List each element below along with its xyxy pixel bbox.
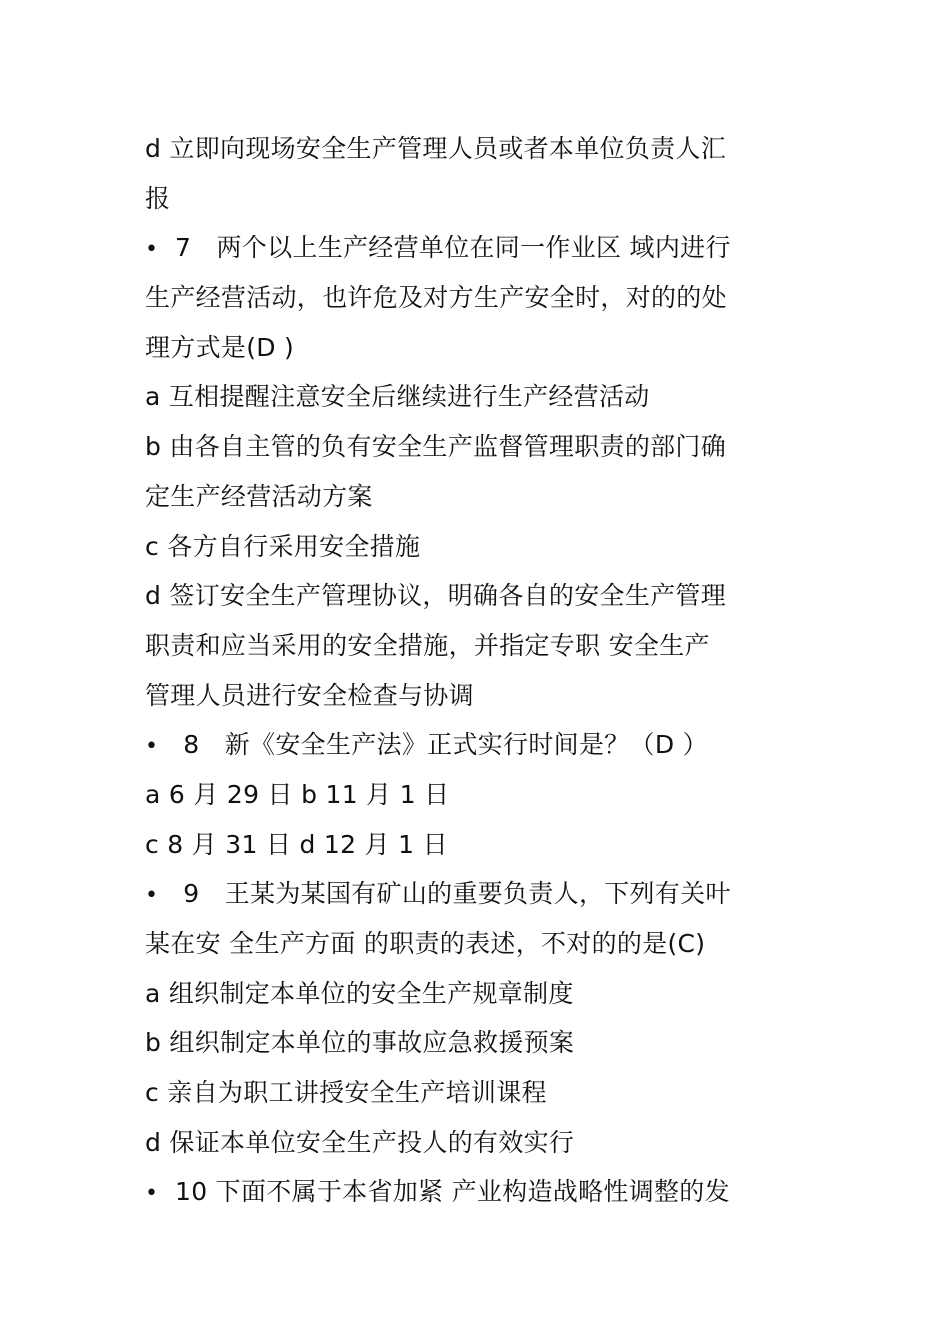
question-text: 8 新《安全生产法》正式实行时间是？（D ） xyxy=(175,730,708,760)
question-text: 9 王某为某国有矿山的重要负责人，下列有关叶 xyxy=(175,879,731,909)
document-body xyxy=(145,124,810,1217)
list-item xyxy=(145,869,810,919)
list-item xyxy=(145,720,810,770)
option-line: c 亲自为职工讲授安全生产培训课程 xyxy=(145,1078,547,1108)
text-line: 定生产经营活动方案 xyxy=(145,481,373,511)
text-line: 某在安 全生产方面 的职责的表述，不对的的是(C) xyxy=(145,929,706,958)
question-text: 10 下面不属于本省加紧 产业构造战略性调整的发 xyxy=(175,1177,730,1207)
text-line: 理方式是(D ) xyxy=(145,332,295,362)
option-line: c 各方自行采用安全措施 xyxy=(145,531,421,561)
text-line: 报 xyxy=(145,183,171,213)
option-line: a 6 月 29 日 b 11 月 1 日 xyxy=(145,779,450,809)
bullet-icon: • xyxy=(145,237,159,263)
text-line: 生产经营活动，也许危及对方生产安全时，对的的处 xyxy=(145,283,727,313)
text-line: 职责和应当采用的安全措施，并指定专职 安全生产 xyxy=(145,630,710,660)
question-text: 7 两个以上生产经营单位在同一作业区 域内进行 xyxy=(175,233,731,263)
option-line: c 8 月 31 日 d 12 月 1 日 xyxy=(145,829,448,859)
option-line: d 签订安全生产管理协议，明确各自的安全生产管理 xyxy=(145,581,727,611)
option-line: a 互相提醒注意安全后继续进行生产经营活动 xyxy=(145,382,650,412)
text-line: d 立即向现场安全生产管理人员或者本单位负责人汇 xyxy=(145,134,727,163)
option-line: b 组织制定本单位的事故应急救援预案 xyxy=(145,1028,575,1058)
text-line: 管理人员进行安全检查与协调 xyxy=(145,680,474,710)
bullet-icon: • xyxy=(145,734,159,760)
list-item xyxy=(145,1167,810,1217)
option-line: a 组织制定本单位的安全生产规章制度 xyxy=(145,978,574,1008)
bullet-icon: • xyxy=(145,883,159,909)
option-line: b 由各自主管的负有安全生产监督管理职责的部门确 xyxy=(145,432,727,462)
list-item xyxy=(145,223,810,273)
bullet-icon: • xyxy=(145,1181,159,1207)
option-line: d 保证本单位安全生产投人的有效实行 xyxy=(145,1127,575,1157)
